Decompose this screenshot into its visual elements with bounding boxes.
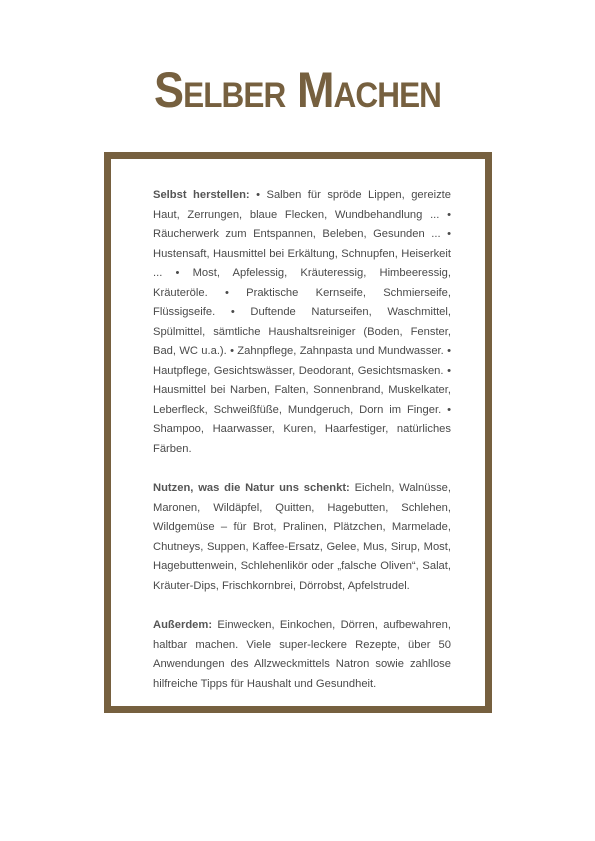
section-body: Eicheln, Walnüsse, Maronen, Wildäpfel, Quitten, Hagebutten, Schlehen, Wildgemüse – für Brot, Pralinen, Plätzchen, Marmelade, Chutneys, Suppen, Kaffee-Ersatz, Gelee, Mus, Sirup, Most, Hagebuttenwein, Schlehenlikör oder „falsche Oliven“, Salat, Kräuter-Dips, Frischkornbrei, Dörrobst, Apfelstrudel. — [153, 482, 451, 592]
section-ausserdem — [153, 616, 451, 694]
section-lead: Nutzen, was die Natur uns schenkt: — [153, 482, 350, 494]
section-lead: Selbst herstellen: — [153, 189, 250, 201]
content-text — [153, 186, 451, 714]
section-lead: Außerdem: — [153, 619, 213, 631]
section-body: Einwecken, Einkochen, Dörren, aufbewahren, haltbar machen. Viele super-leckere Rezepte, über 50 Anwendungen des Allzweckmittels Natron sowie zahllose hilfreiche Tipps für Haushalt und Gesundheit. — [153, 619, 451, 690]
content-frame — [104, 152, 492, 713]
section-body: • Salben für spröde Lippen, gereizte Haut, Zerrungen, blaue Flecken, Wundbehandlung ... • Räucherwerk zum Entspannen, Beleben, Gesunden ... • Hustensaft, Hausmittel bei Erkältung, Schnupfen, Heiserkeit ... • Most, Apfelessig, Kräuteressig, Himbeeressig, Kräuteröle. • Praktische Kernseife, Schmierseife, Flüssigseife. • Duftende Naturseifen, Waschmittel, Spülmittel, sämtliche Haushaltsreiniger (Boden, Fenster, Bad, WC u.a.). • Zahnpflege, Zahnpasta und Mundwasser. • Hautpflege, Gesichtswässer, Deodorant, Gesichtsmasken. • Hausmittel bei Narben, Falten, Sonnenbrand, Muskelkater, Leberfleck, Schweißfüße, Mundgeruch, Dorn im Finger. • Shampoo, Haarwasser, Kuren, Haarfestiger, natürliches Färben. — [153, 189, 451, 455]
section-natur — [153, 479, 451, 596]
section-selbst-herstellen — [153, 186, 451, 459]
page-title: Selber Machen — [153, 62, 442, 118]
